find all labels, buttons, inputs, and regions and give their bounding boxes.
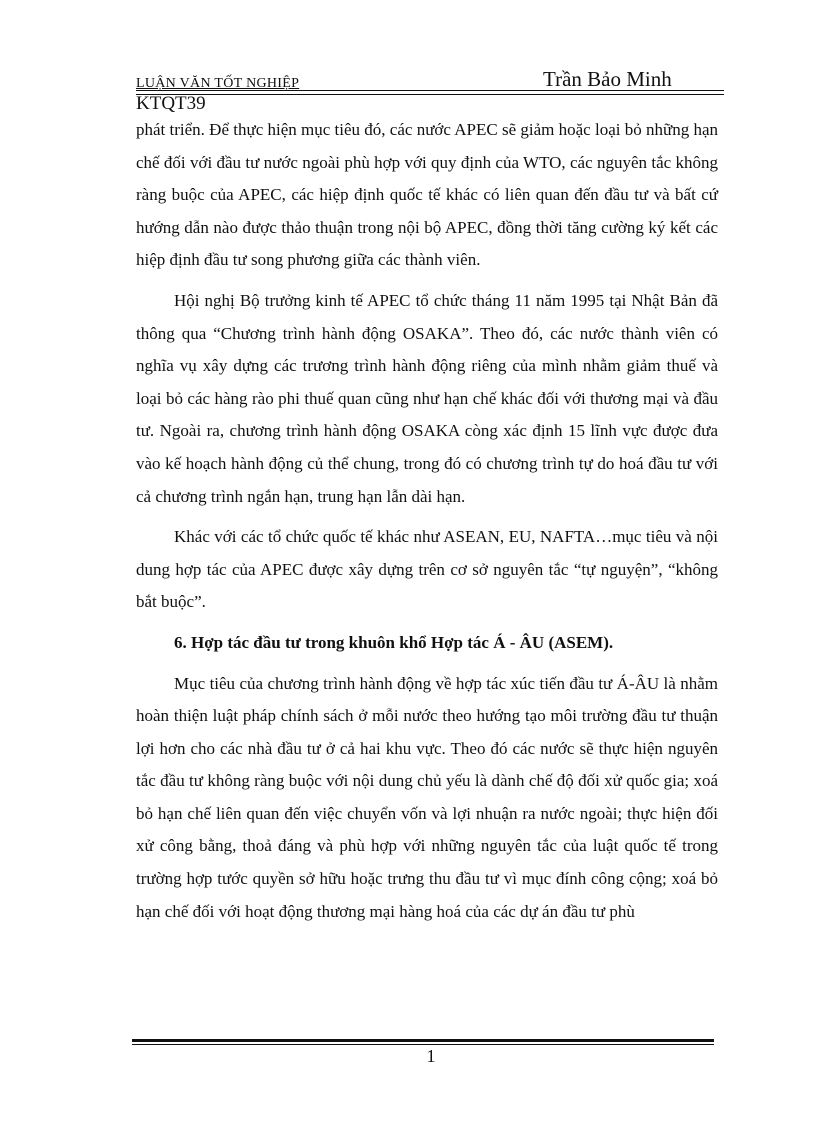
author-name: Trần Bảo Minh <box>543 67 672 91</box>
document-body <box>136 114 718 936</box>
page-number: 1 <box>426 1046 436 1066</box>
header-rule <box>136 90 724 91</box>
paragraph-osaka: Hội nghị Bộ trưởng kinh tế APEC tổ chức tháng 11 năm 1995 tại Nhật Bản đã thông qua “Chương trình hành động OSAKA”. Theo đó, các nước thành viên có nghĩa vụ xây dựng các trương trình hành động riêng của mình nhằm giảm thuế và loại bỏ các hàng rào phi thuế quan cũng như hạn chế khác đối với thương mại và đầu tư. Ngoài ra, chương trình hành động OSAKA còng xác định 15 lĩnh vực được đưa vào kế hoạch hành động củ thể chung, trong đó có chương trình tự do hoá đầu tư với cả chương trình ngắn hạn, trung hạn lẫn dài hạn. <box>136 290 718 506</box>
paragraph-continuation: phát triển. Để thực hiện mục tiêu đó, các nước APEC sẽ giảm hoặc loại bỏ những hạn chế đối với đầu tư nước ngoài phù hợp với quy định của WTO, các nguyên tắc không ràng buộc của APEC, các hiệp định quốc tế khác có liên quan đến đầu tư và bất cứ hướng dẫn nào được thảo thuận trong nội bộ APEC, đồng thời tăng cường ký kết các hiệp định đầu tư song phương giữa các thành viên. <box>136 120 718 270</box>
section-heading-asem: 6. Hợp tác đầu tư trong khuôn khổ Hợp tác Á - ÂU (ASEM). <box>174 632 614 652</box>
paragraph-principles: Khác với các tổ chức quốc tế khác như ASEAN, EU, NAFTA…mục tiêu và nội dung hợp tác của APEC được xây dựng trên cơ sở nguyên tắc “tự nguyện”, “không bắt buộc”. <box>136 527 718 612</box>
header-rule-thin <box>136 94 724 95</box>
footer-rule-thin <box>132 1044 714 1045</box>
thesis-title: LUẬN VĂN TỐT NGHIỆP <box>136 76 300 91</box>
footer-rule <box>132 1039 714 1042</box>
class-code: KTQT39 <box>136 93 206 114</box>
paragraph-asem: Mục tiêu của chương trình hành động về hợp tác xúc tiến đầu tư Á-ÂU là nhằm hoàn thiện luật pháp chính sách ở mỗi nước theo hướng tạo môi trường đầu tư thuận lợi hơn cho các nhà đầu tư ở cả hai khu vực. Theo đó các nước sẽ thực hiện nguyên tắc đầu tư không ràng buộc với nội dung chủ yếu là dành chế độ đối xử quốc gia; xoá bỏ hạn chế liên quan đến việc chuyển vốn và lợi nhuận ra nước ngoài; thực hiện đối xử công bằng, thoả đáng và phù hợp với những nguyên tắc của luật quốc tế trong trường hợp tước quyền sở hữu hoặc trưng thu đầu tư vì mục đính công cộng; xoá bỏ hạn chế đối với hoạt động thương mại hàng hoá của các dự án đầu tư phù <box>136 673 718 921</box>
